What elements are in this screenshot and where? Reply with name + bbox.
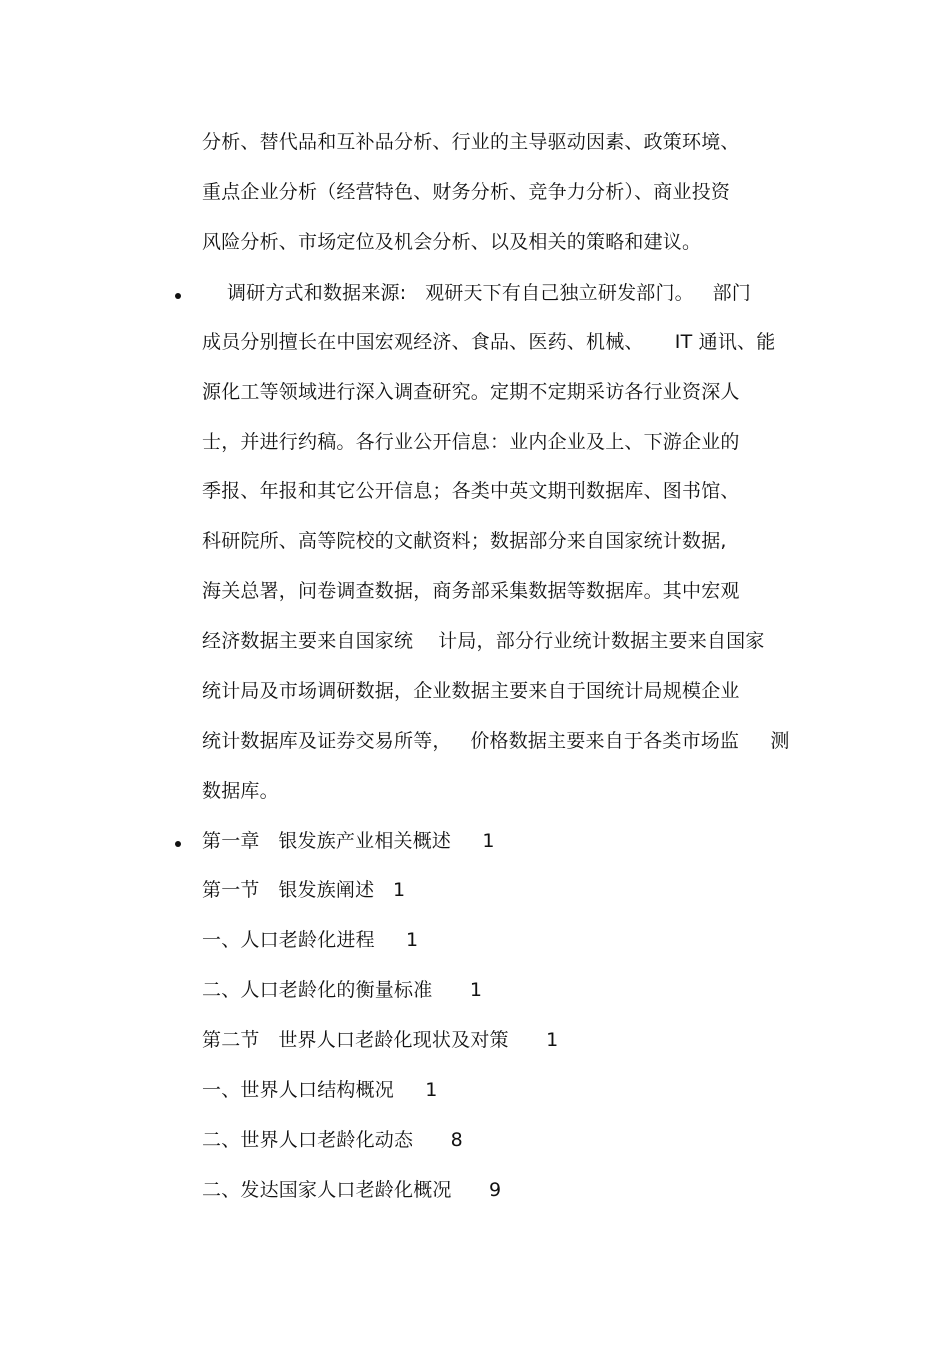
intro-line: 重点企业分析（经营特色、财务分析、竞争力分析）、商业投资 (202, 181, 731, 203)
intro-line: 分析、替代品和互补品分析、行业的主导驱动因素、政策环境、 (202, 131, 740, 153)
research-line: 统计局及市场调研数据，企业数据主要来自于国统计局规模企业 (202, 680, 740, 702)
research-line: 科研院所、高等院校的文献资料；数据部分来自国家统计数据, (202, 530, 727, 552)
toc-entry: 第一节 银发族阐述 1 (202, 879, 406, 901)
bullet-research (175, 293, 181, 299)
research-line: 统计数据库及证券交易所等， 价格数据主要来自于各类市场监 测 (202, 730, 790, 752)
toc-entry: 一、人口老龄化进程 1 (202, 929, 419, 951)
research-line: 成员分别擅长在中国宏观经济、食品、医药、机械、 IT 通讯、能 (202, 331, 776, 353)
research-line: 士，并进行约稿。各行业公开信息：业内企业及上、下游企业的 (202, 431, 740, 453)
toc-entry: 第一章 银发族产业相关概述 1 (202, 830, 495, 852)
research-line: 季报、年报和其它公开信息；各类中英文期刊数据库、图书馆、 (202, 480, 740, 502)
toc-entry: 一、世界人口结构概况 1 (202, 1079, 438, 1101)
toc-entry: 第二节 世界人口老龄化现状及对策 1 (202, 1029, 559, 1051)
toc-entry: 二、人口老龄化的衡量标准 1 (202, 979, 483, 1001)
research-line: 数据库。 (202, 780, 279, 802)
toc-entry: 二、世界人口老龄化动态 8 (202, 1129, 463, 1151)
research-line: 海关总署，问卷调查数据，商务部采集数据等数据库。其中宏观 (202, 580, 740, 602)
intro-line: 风险分析、市场定位及机会分析、以及相关的策略和建议。 (202, 231, 702, 253)
toc-entry: 二、发达国家人口老龄化概况 9 (202, 1179, 502, 1201)
bullet-toc (175, 841, 181, 847)
research-line: 经济数据主要来自国家统 计局，部分行业统计数据主要来自国家 (202, 630, 765, 652)
research-line: 调研方式和数据来源: 观研天下有自己独立研发部门。 部门 (202, 282, 751, 304)
research-line: 源化工等领域进行深入调查研究。定期不定期采访各行业资深人 (202, 381, 740, 403)
